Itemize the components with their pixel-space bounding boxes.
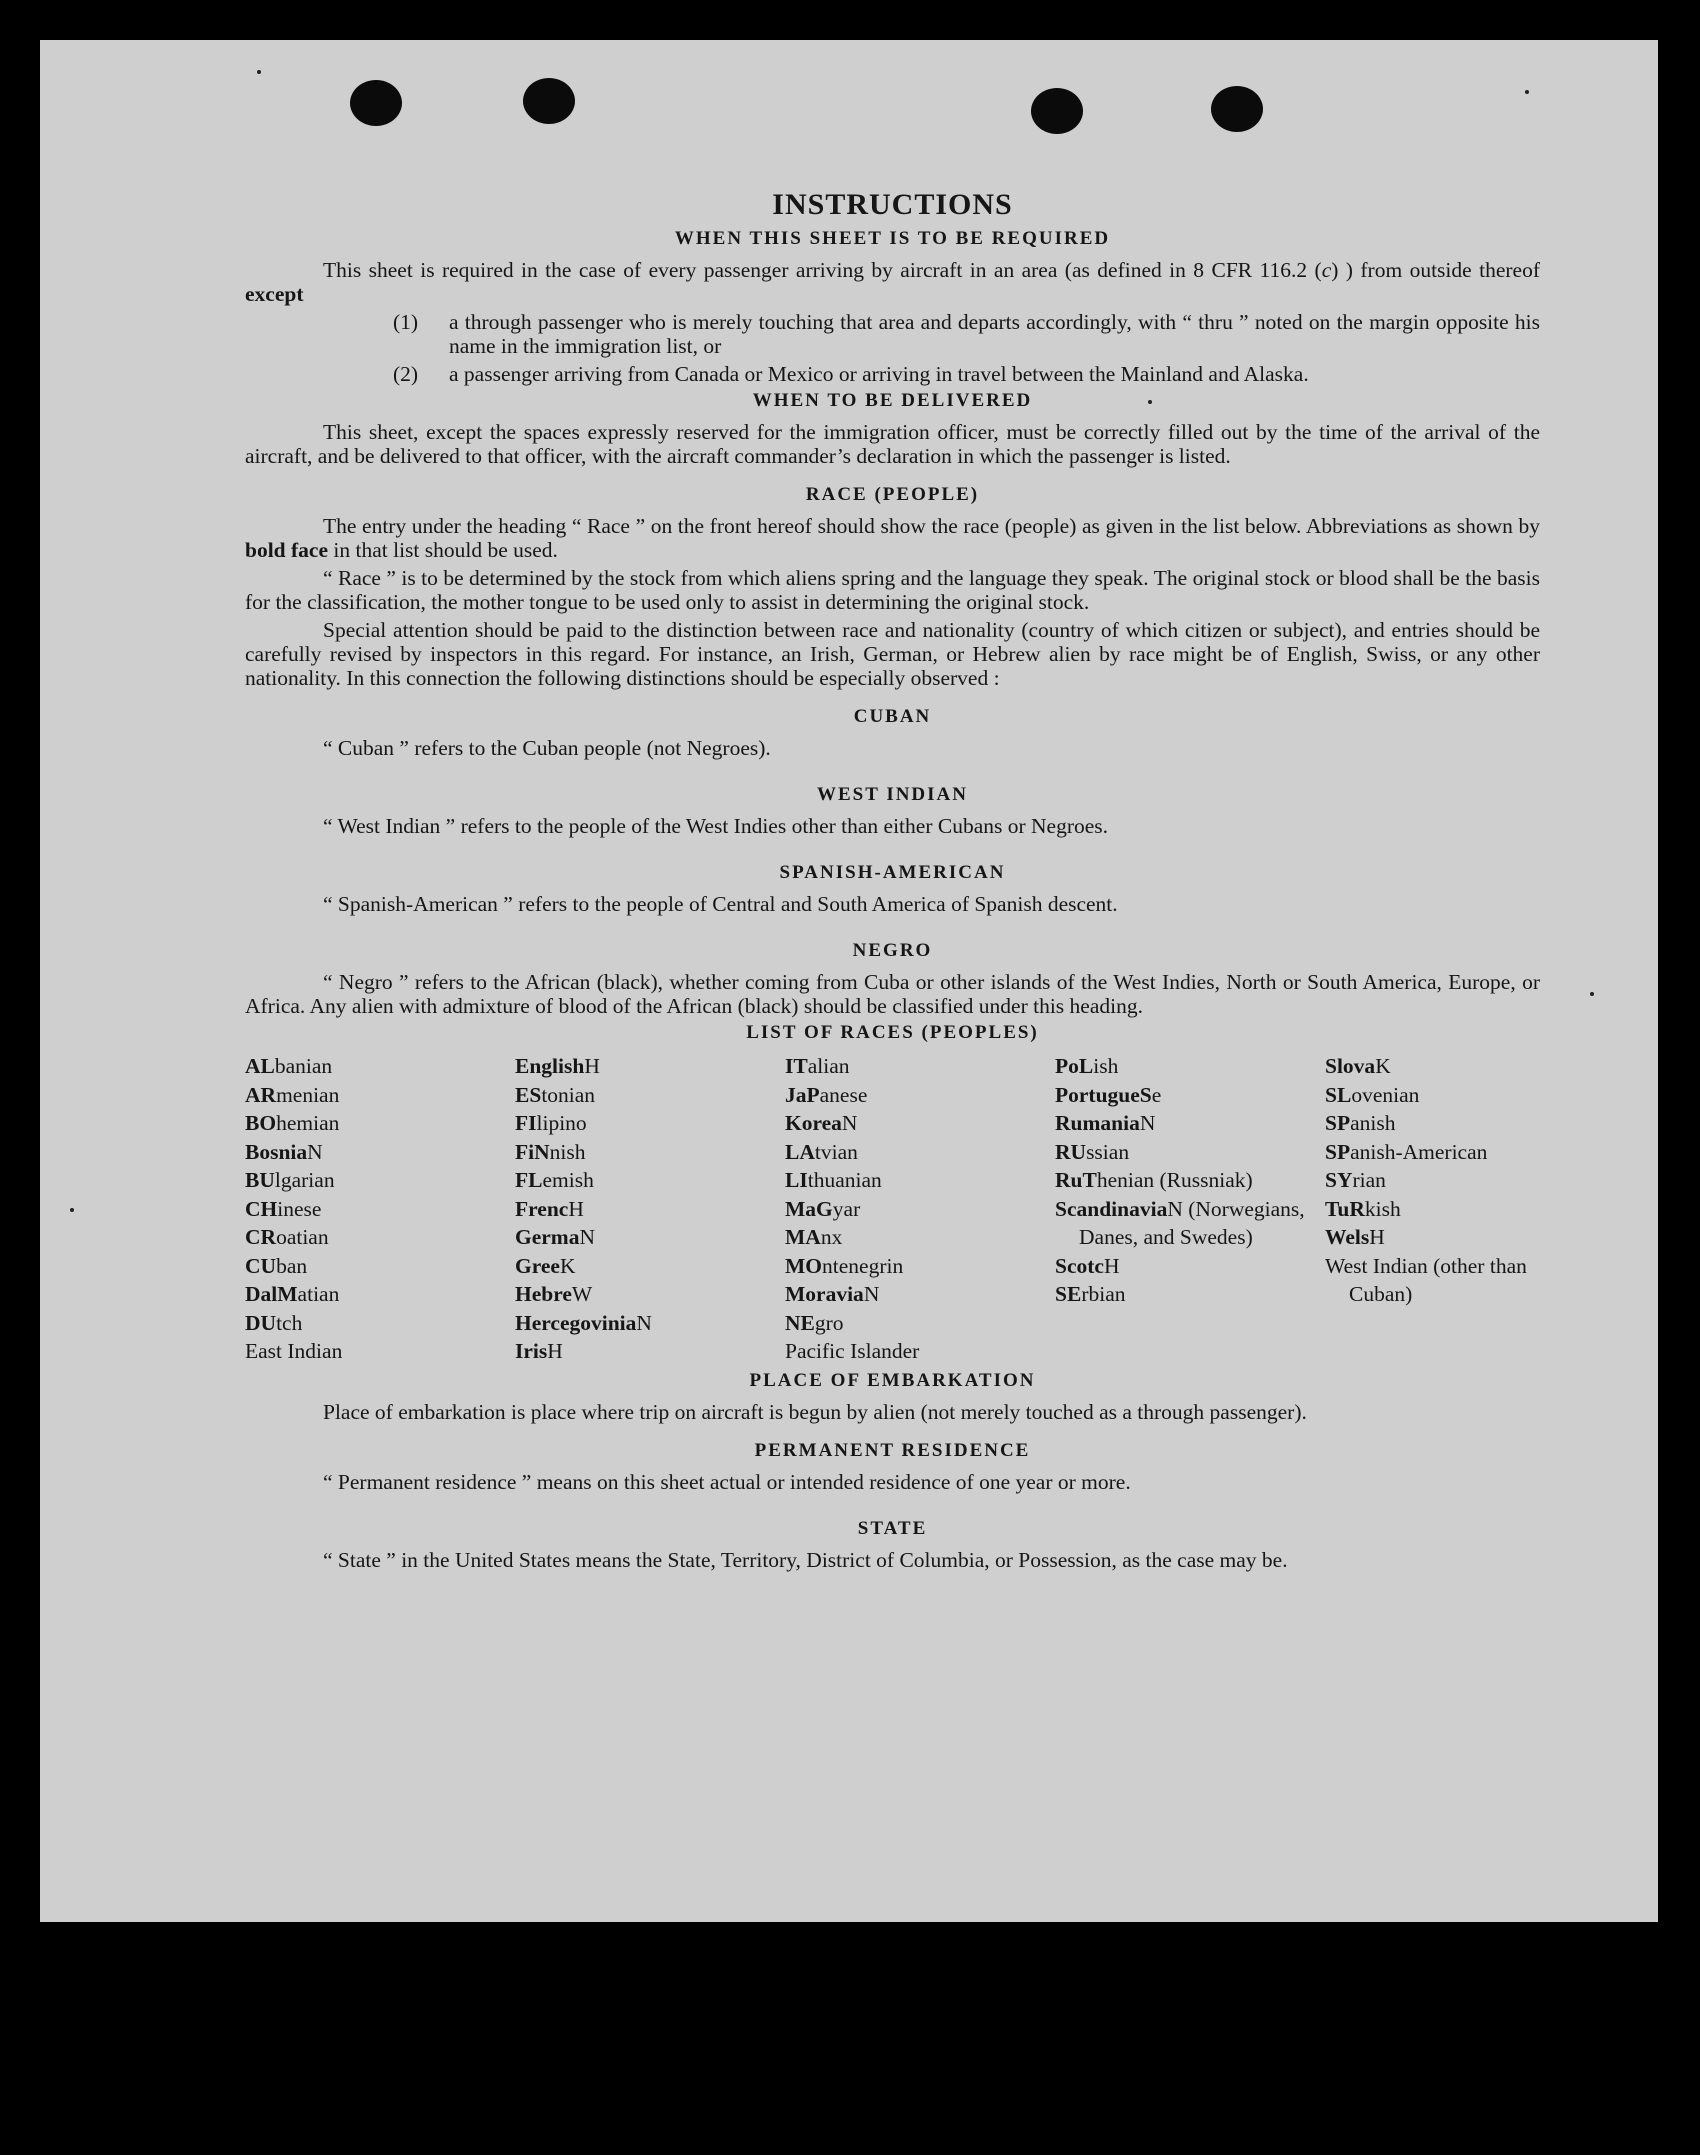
race-entry: HercegoviniaN bbox=[515, 1310, 652, 1335]
races-list bbox=[245, 1052, 1540, 1366]
race-entry: BOhemian bbox=[245, 1111, 340, 1135]
cuban-text: “ Cuban ” refers to the Cuban people (not Negroes). bbox=[323, 736, 771, 760]
race-entry: LAtvian bbox=[785, 1139, 858, 1164]
race-paragraph-1: The entry under the heading “ Race ” on the front hereof should show the race (people) as given in the list below. Abbreviations as shown by bold face in that list should be used. bbox=[245, 514, 1540, 562]
west-indian-text: “ West Indian ” refers to the people of the West Indies other than either Cubans or Negroes. bbox=[323, 814, 1109, 838]
race-entry: FLemish bbox=[515, 1168, 594, 1192]
race-paragraph-2: “ Race ” is to be determined by the stock from which aliens spring and the language they speak. The original stock or blood shall be the basis for the classification, the mother tongue to be used only to assist in determining the original stock. bbox=[245, 566, 1540, 614]
race-entry: BosniaN bbox=[245, 1139, 323, 1164]
state-text: “ State ” in the United States means the State, Territory, District of Columbia, or Possession, as the case may be. bbox=[323, 1547, 1288, 1572]
heading-residence: PERMANENT RESIDENCE bbox=[754, 1439, 1031, 1461]
race-entry: MAnx bbox=[785, 1225, 843, 1249]
race-entry: PoLish bbox=[1055, 1054, 1119, 1078]
when-delivered-text: This sheet, except the spaces expressly reserved for the immigration officer, must be correctly filled out by the time of the arrival of the aircraft, and be delivered to that officer, with the aircraft commander’s declaration in which the passenger is listed. bbox=[245, 420, 1540, 468]
race-entry: SLovenian bbox=[1325, 1082, 1420, 1107]
race-entry: EnglishH bbox=[515, 1054, 600, 1078]
heading-when-required: WHEN THIS SHEET IS TO BE REQUIRED bbox=[674, 228, 1111, 249]
speck bbox=[1590, 992, 1594, 996]
race-entry: PortugueSe bbox=[1055, 1082, 1162, 1107]
heading-list-of-races: LIST OF RACES (PEOPLES) bbox=[746, 1022, 1039, 1043]
race-entry: SPanish bbox=[1325, 1111, 1396, 1135]
speck bbox=[70, 1208, 74, 1212]
race-entry: ScotcH bbox=[1055, 1253, 1120, 1278]
race-entry: RumaniaN bbox=[1055, 1111, 1156, 1135]
race-entry: LIthuanian bbox=[785, 1168, 882, 1192]
exception-item: (1) a through passenger who is merely touching that area and departs accordingly, with “ thru ” noted on the margin opposite his name in the immigration list, or bbox=[393, 310, 1540, 358]
race-entry: CRoatian bbox=[245, 1225, 329, 1249]
when-required-text: This sheet is required in the case of every passenger arriving by aircraft in an area (as defined in 8 CFR 116.2 (c) ) from outside thereof except bbox=[245, 258, 1540, 306]
race-entry: CHinese bbox=[245, 1196, 322, 1221]
punch-hole bbox=[1211, 86, 1263, 132]
punch-hole bbox=[350, 80, 402, 126]
race-entry: FIlipino bbox=[515, 1111, 587, 1135]
race-entry: ALbanian bbox=[245, 1054, 333, 1078]
race-entry: MoraviaN bbox=[785, 1282, 880, 1306]
race-entry: NEgro bbox=[785, 1310, 844, 1335]
heading-cuban: CUBAN bbox=[853, 706, 932, 727]
race-entry: DUtch bbox=[245, 1310, 303, 1335]
race-entry: IrisH bbox=[515, 1339, 563, 1363]
race-entry: Pacific Islander bbox=[785, 1339, 920, 1363]
negro-text: “ Negro ” refers to the African (black), whether coming from Cuba or other islands of the West Indies, North or South America, Europe, or Africa. Any alien with admixture of blood of the African (black) should be classified under this heading. bbox=[245, 970, 1540, 1018]
race-entry: ITalian bbox=[785, 1054, 850, 1078]
race-entry: KoreaN bbox=[785, 1111, 858, 1135]
races-column bbox=[1055, 1052, 1325, 1366]
race-entry: West Indian (other than Cuban) bbox=[1325, 1253, 1527, 1306]
race-entry: GreeK bbox=[515, 1253, 576, 1278]
race-entry: SPanish-American bbox=[1325, 1139, 1488, 1164]
races-column bbox=[785, 1052, 1055, 1366]
race-entry: HebreW bbox=[515, 1282, 593, 1306]
heading-race: RACE (PEOPLE) bbox=[805, 484, 980, 505]
race-entry: MOntenegrin bbox=[785, 1253, 904, 1278]
race-entry: EStonian bbox=[515, 1082, 596, 1107]
races-column bbox=[1325, 1052, 1540, 1366]
race-entry: ScandinaviaN (Norwegians, Danes, and Swedes) bbox=[1055, 1196, 1305, 1249]
punch-hole bbox=[1031, 88, 1083, 134]
race-entry: SYrian bbox=[1325, 1168, 1386, 1192]
race-entry: SlovaK bbox=[1325, 1054, 1391, 1078]
document-sheet bbox=[40, 40, 1658, 1922]
page-title: INSTRUCTIONS bbox=[772, 188, 1013, 221]
races-column bbox=[245, 1052, 515, 1366]
punch-hole bbox=[523, 78, 575, 124]
heading-state: STATE bbox=[857, 1517, 928, 1539]
heading-embarkation: PLACE OF EMBARKATION bbox=[749, 1369, 1036, 1391]
residence-text: “ Permanent residence ” means on this sheet actual or intended residence of one year or more. bbox=[323, 1469, 1131, 1494]
embarkation-text: Place of embarkation is place where trip on aircraft is begun by alien (not merely touched as a through passenger). bbox=[323, 1399, 1307, 1424]
instructions-content bbox=[245, 188, 1540, 1576]
race-entry: RUssian bbox=[1055, 1139, 1130, 1164]
race-entry: SErbian bbox=[1055, 1282, 1126, 1306]
exception-item: (2) a passenger arriving from Canada or Mexico or arriving in travel between the Mainland and Alaska. bbox=[393, 362, 1309, 386]
races-column bbox=[515, 1052, 785, 1366]
race-entry: RuThenian (Russniak) bbox=[1055, 1168, 1253, 1192]
speck bbox=[1525, 90, 1529, 94]
race-entry: MaGyar bbox=[785, 1196, 861, 1221]
race-entry: DalMatian bbox=[245, 1282, 340, 1306]
race-entry: East Indian bbox=[245, 1339, 343, 1363]
race-entry: TuRkish bbox=[1325, 1196, 1401, 1221]
race-entry: FrencH bbox=[515, 1196, 584, 1221]
speck bbox=[257, 70, 261, 74]
race-entry: FiNnish bbox=[515, 1139, 586, 1164]
race-entry: JaPanese bbox=[785, 1082, 868, 1107]
heading-spanish-american: SPANISH-AMERICAN bbox=[779, 862, 1006, 883]
heading-when-delivered: WHEN TO BE DELIVERED bbox=[752, 390, 1033, 411]
heading-negro: NEGRO bbox=[852, 940, 933, 961]
heading-west-indian: WEST INDIAN bbox=[817, 784, 968, 805]
race-entry: CUban bbox=[245, 1253, 308, 1278]
race-entry: WelsH bbox=[1325, 1225, 1385, 1249]
race-entry: BUlgarian bbox=[245, 1168, 335, 1192]
race-entry: ARmenian bbox=[245, 1082, 340, 1107]
race-entry: GermaN bbox=[515, 1225, 595, 1249]
spanish-american-text: “ Spanish-American ” refers to the people of Central and South America of Spanish descent. bbox=[323, 892, 1118, 916]
race-paragraph-3: Special attention should be paid to the distinction between race and nationality (country of which citizen or subject), and entries should be carefully revised by inspectors in this regard. For instance, an Irish, German, or Hebrew alien by race might be of English, Swiss, or any other nationality. In this connection the following distinctions should be especially observed : bbox=[245, 618, 1540, 690]
